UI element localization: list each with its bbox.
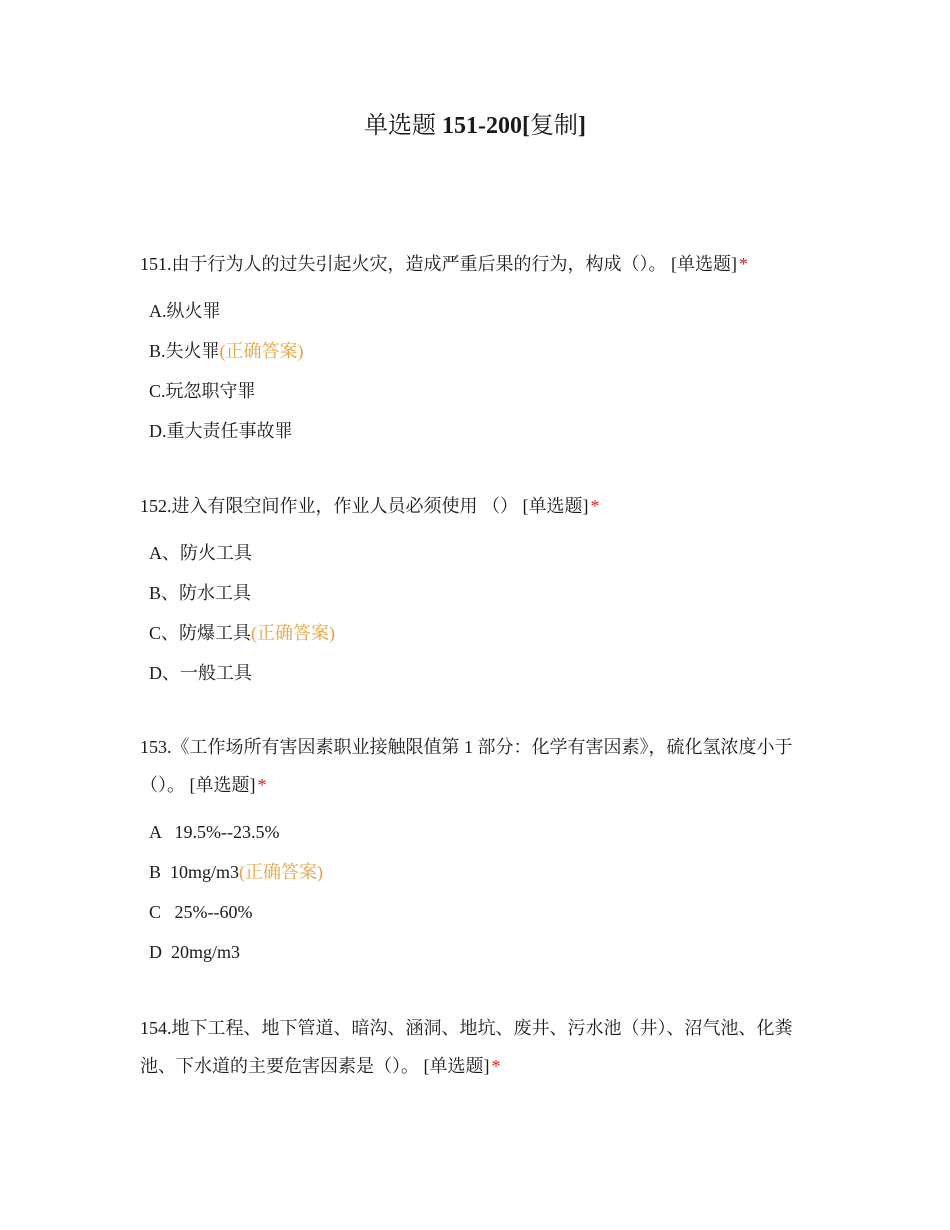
- option-text: A.纵火罪: [149, 301, 221, 321]
- option-text: C、防爆工具: [149, 623, 252, 643]
- option-text: D、一般工具: [149, 663, 252, 683]
- title-prefix: 单选题: [364, 113, 442, 139]
- question-151: [140, 245, 820, 451]
- option-text: A、防火工具: [149, 543, 252, 563]
- question-text: 154.地下工程、地下管道、暗沟、涵洞、地坑、废井、污水池（井）、沼气池、化粪池、下水道的主要危害因素是（）。: [140, 1018, 793, 1076]
- question-type-tag: [单选题]: [671, 254, 737, 274]
- title-range: 151-200[: [442, 113, 530, 139]
- option-text: B、防水工具: [149, 583, 252, 603]
- option-a: [149, 812, 820, 852]
- correct-answer-label: (正确答案): [251, 623, 336, 643]
- question-text: 151.由于行为人的过失引起火灾，造成严重后果的行为，构成（）。: [140, 254, 667, 274]
- option-text: B.失火罪: [149, 341, 220, 361]
- title-copy: 复制: [529, 113, 578, 139]
- option-d: [149, 653, 820, 693]
- option-text: C.玩忽职守罪: [149, 381, 256, 401]
- question-154: [140, 1009, 820, 1085]
- option-b: [149, 573, 820, 613]
- page-title: [0, 108, 950, 144]
- option-d: [149, 932, 820, 972]
- option-text: A 19.5%--23.5%: [149, 822, 280, 842]
- option-text: C 25%--60%: [149, 902, 253, 922]
- option-list: [149, 291, 820, 451]
- required-mark: *: [590, 496, 600, 516]
- option-d: [149, 411, 820, 451]
- option-text: B 10mg/m3: [149, 862, 240, 882]
- title-end: ]: [577, 113, 586, 139]
- required-mark: *: [491, 1056, 501, 1076]
- option-b: [149, 852, 820, 892]
- option-c: [149, 613, 820, 653]
- correct-answer-label: (正确答案): [239, 862, 324, 882]
- required-mark: *: [739, 254, 748, 274]
- option-text: D.重大责任事故罪: [149, 421, 293, 441]
- question-152: [140, 487, 820, 693]
- option-c: [149, 892, 820, 932]
- option-c: [149, 371, 820, 411]
- question-stem: [140, 245, 820, 283]
- option-b: [149, 331, 820, 371]
- question-text: 153.《工作场所有害因素职业接触限值第 1 部分：化学有害因素》，硫化氢浓度小于（）。: [140, 737, 793, 795]
- option-list: [149, 533, 820, 693]
- question-stem: [140, 728, 820, 804]
- question-type-tag: [单选题]: [189, 775, 256, 795]
- correct-answer-label: (正确答案): [219, 341, 304, 361]
- option-text: D 20mg/m3: [149, 942, 241, 962]
- option-a: [149, 291, 820, 331]
- question-type-tag: [单选题]: [423, 1056, 490, 1076]
- option-a: [149, 533, 820, 573]
- question-stem: [140, 1009, 820, 1085]
- required-mark: *: [257, 775, 267, 795]
- question-type-tag: [单选题]: [522, 496, 589, 516]
- question-stem: [140, 487, 820, 525]
- option-list: [149, 812, 820, 972]
- question-153: [140, 728, 820, 972]
- question-text: 152.进入有限空间作业，作业人员必须使用 （）: [140, 496, 518, 516]
